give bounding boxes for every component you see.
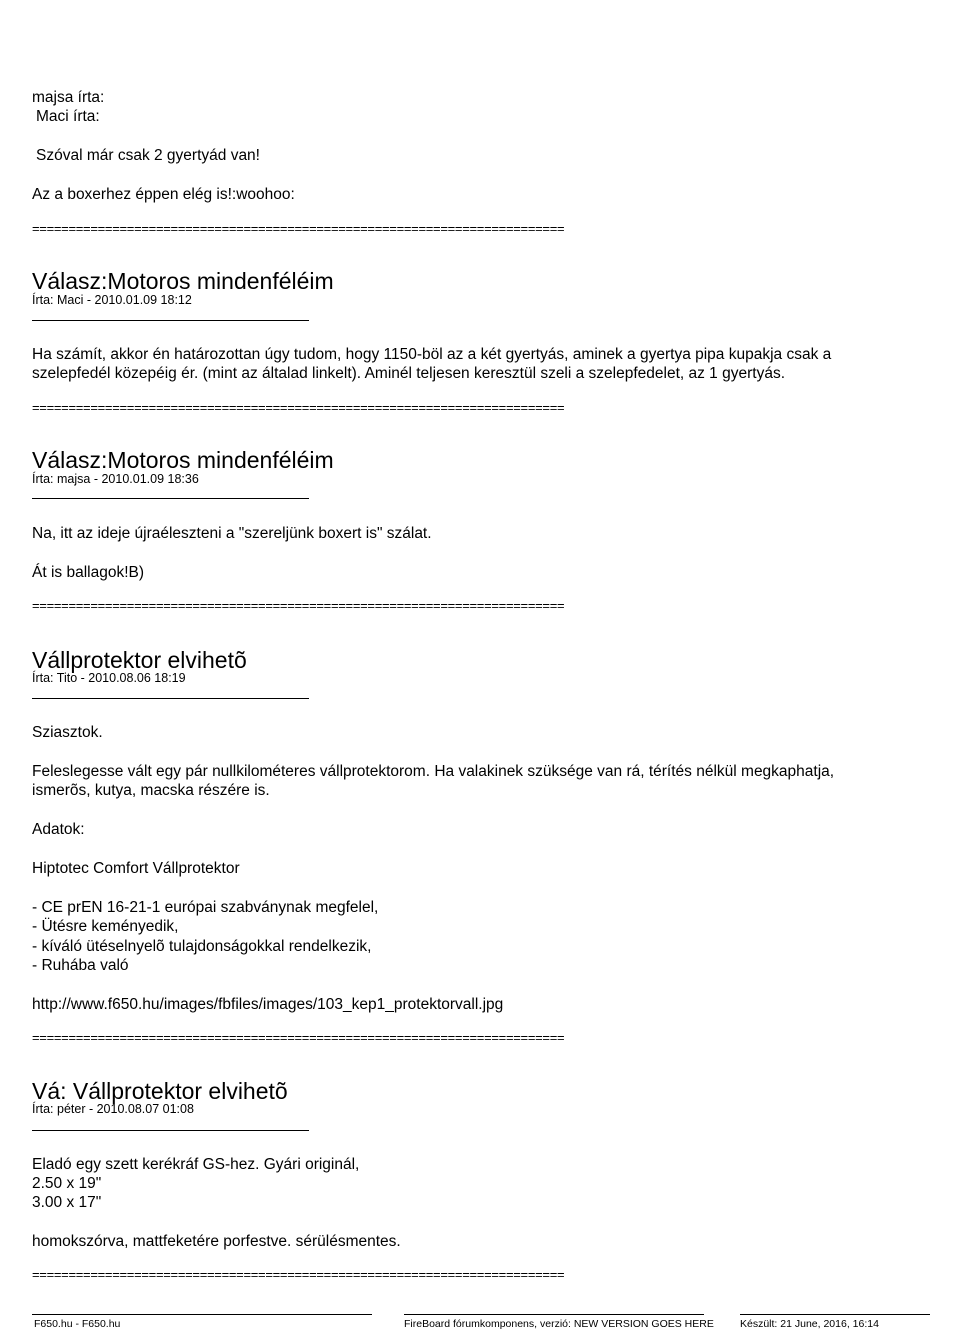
post-line: Na, itt az ideje újraéleszteni a "szereljünk boxert is" szálat.: [32, 525, 432, 542]
post-line: 2.50 x 19": [32, 1175, 102, 1192]
post-meta: Írta: Maci - 2010.01.09 18:12: [32, 293, 192, 307]
post-divider: [32, 698, 309, 699]
post-title: Válasz:Motoros mindenféléim: [32, 268, 334, 294]
separator: =========================================================================: [32, 1267, 565, 1282]
post-line: Hiptotec Comfort Vállprotektor: [32, 860, 240, 877]
post-line: Sziasztok.: [32, 724, 103, 741]
post-title: Vá: Vállprotektor elvihetõ: [32, 1078, 288, 1104]
post-line: Ha számít, akkor én határozottan úgy tudom, hogy 1150-böl az a két gyertyás, aminek a gyertya pipa kupakja csak a: [32, 346, 832, 363]
quote-inner-author: Maci írta:: [36, 108, 100, 125]
post-line: Feleslegesse vált egy pár nullkilométeres vállprotektorom. Ha valakinek szüksége van rá, térítés nélkül megkaphatja,: [32, 763, 835, 780]
separator: =========================================================================: [32, 1030, 565, 1045]
post-line: Adatok:: [32, 821, 85, 838]
post-meta: Írta: majsa - 2010.01.09 18:36: [32, 472, 199, 486]
quote-inner-text: Szóval már csak 2 gyertyád van!: [36, 147, 260, 164]
footer-rule: [32, 1314, 372, 1315]
post-line: - Ruhába való: [32, 957, 129, 974]
post-line: homokszórva, mattfeketére porfestve. sérülésmentes.: [32, 1233, 401, 1250]
post-title: Vállprotektor elvihetõ: [32, 647, 247, 673]
post-line: 3.00 x 17": [32, 1194, 102, 1211]
post-line: - CE prEN 16-21-1 európai szabványnak megfelel,: [32, 899, 379, 916]
post-meta: Írta: péter - 2010.08.07 01:08: [32, 1102, 194, 1116]
quote-outer-author: majsa írta:: [32, 89, 105, 106]
footer-rule: [740, 1314, 930, 1315]
post-divider: [32, 1130, 309, 1131]
image-link[interactable]: http://www.f650.hu/images/fbfiles/images/103_kep1_protektorvall.jpg: [32, 996, 504, 1013]
post-meta: Írta: Tito - 2010.08.06 18:19: [32, 671, 186, 685]
footer-site: F650.hu - F650.hu: [34, 1318, 121, 1330]
post-divider: [32, 498, 309, 499]
post-line: Eladó egy szett kerékráf GS-hez. Gyári originál,: [32, 1156, 360, 1173]
post-divider: [32, 320, 309, 321]
post-title: Válasz:Motoros mindenféléim: [32, 447, 334, 473]
separator: =========================================================================: [32, 598, 565, 613]
footer-generated: Készült: 21 June, 2016, 16:14: [740, 1318, 879, 1330]
post-line: Át is ballagok!B): [32, 564, 144, 581]
post-line: ismerõs, kutya, macska részére is.: [32, 782, 270, 799]
footer-rule: [404, 1314, 704, 1315]
quote-reply: Az a boxerhez éppen elég is!:woohoo:: [32, 186, 295, 203]
post-line: - kíváló ütéselnyelõ tulajdonságokkal rendelkezik,: [32, 938, 372, 955]
post-line: szelepfedél közepéig ér. (mint az általad linkelt). Aminél teljesen keresztül szeli a szelepfedelet, az 1 gyertyás.: [32, 365, 785, 382]
separator: =========================================================================: [32, 221, 565, 236]
post-line: - Ütésre keményedik,: [32, 918, 179, 935]
footer-component: FireBoard fórumkomponens, verzió: NEW VERSION GOES HERE: [404, 1318, 714, 1330]
separator: =========================================================================: [32, 400, 565, 415]
